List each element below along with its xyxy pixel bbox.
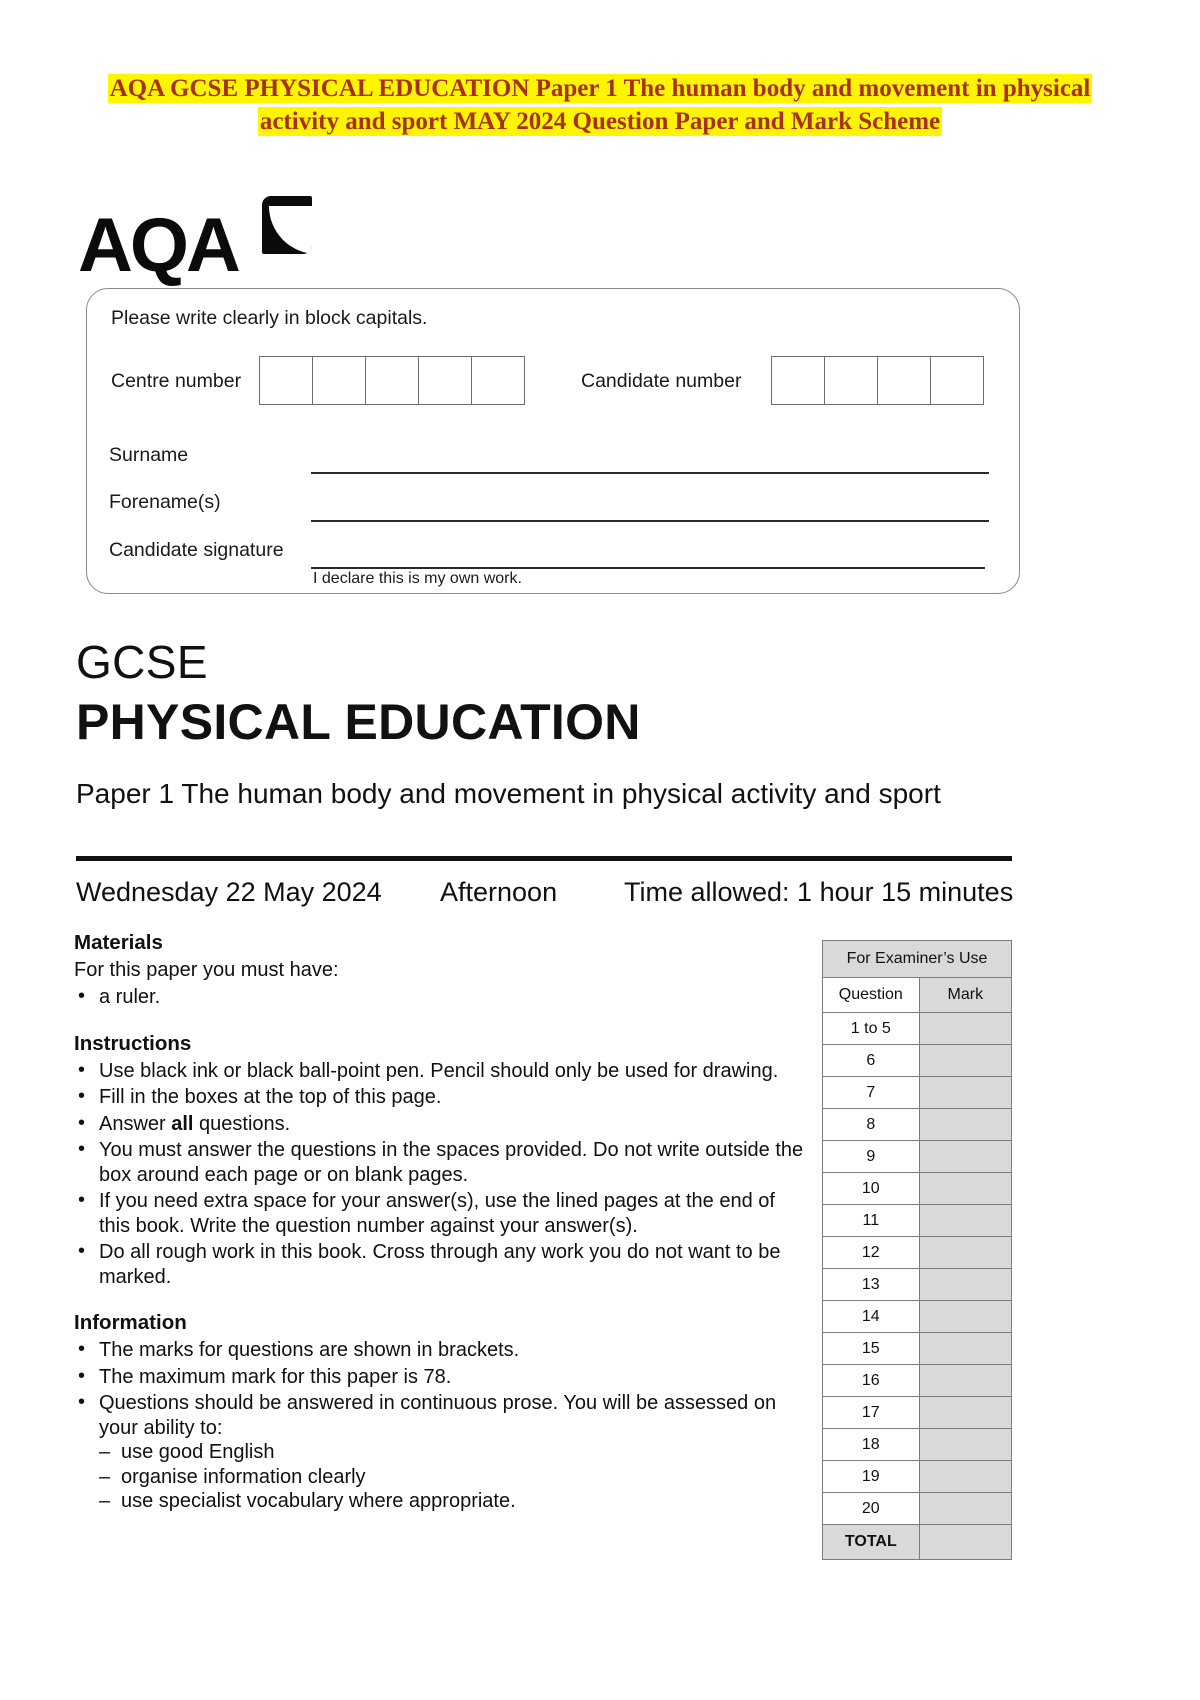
- question-label: 15: [823, 1333, 920, 1365]
- question-label: 7: [823, 1077, 920, 1109]
- list-item: • Fill in the boxes at the top of this page.: [74, 1085, 804, 1110]
- candidate-number-digit-3[interactable]: [878, 356, 931, 405]
- centre-number-input[interactable]: [259, 356, 525, 405]
- examiner-use-table: [822, 940, 1012, 1560]
- mark-cell[interactable]: [919, 1205, 1011, 1237]
- qualification-level: GCSE: [76, 636, 208, 688]
- mark-cell[interactable]: [919, 1045, 1011, 1077]
- answer-all-suffix: questions.: [193, 1112, 291, 1135]
- table-row: [823, 1141, 1012, 1173]
- list-item: • The maximum mark for this paper is 78.: [74, 1365, 804, 1390]
- table-row: [823, 1205, 1012, 1237]
- materials-intro: For this paper you must have:: [74, 959, 339, 981]
- forename-input[interactable]: [311, 520, 989, 522]
- centre-number-digit-1[interactable]: [260, 356, 313, 405]
- table-row: [823, 1333, 1012, 1365]
- mark-cell[interactable]: [919, 1397, 1011, 1429]
- assessment-criteria-list: [99, 1440, 804, 1514]
- information-heading: Information: [74, 1311, 187, 1334]
- mark-cell[interactable]: [919, 1013, 1011, 1045]
- mark-cell[interactable]: [919, 1109, 1011, 1141]
- mark-cell[interactable]: [919, 1077, 1011, 1109]
- table-row: [823, 1461, 1012, 1493]
- question-label: 19: [823, 1461, 920, 1493]
- exam-date: Wednesday 22 May 2024: [76, 877, 382, 907]
- centre-number-digit-4[interactable]: [419, 356, 472, 405]
- candidate-details-box: [86, 288, 1020, 594]
- table-row: [823, 1493, 1012, 1525]
- question-label: 13: [823, 1269, 920, 1301]
- centre-number-digit-3[interactable]: [366, 356, 419, 405]
- table-row: [823, 1365, 1012, 1397]
- surname-label: Surname: [109, 444, 189, 466]
- materials-heading: Materials: [74, 931, 163, 954]
- candidate-number-digit-4[interactable]: [931, 356, 984, 405]
- instructions-list: [74, 1059, 804, 1290]
- table-row: [823, 1429, 1012, 1461]
- question-label: 20: [823, 1493, 920, 1525]
- total-mark-cell[interactable]: [919, 1525, 1011, 1560]
- mark-cell[interactable]: [919, 1493, 1011, 1525]
- question-label: 6: [823, 1045, 920, 1077]
- answer-all-prefix: Answer: [99, 1112, 172, 1135]
- question-label: 12: [823, 1237, 920, 1269]
- qualification-subject: PHYSICAL EDUCATION: [76, 694, 641, 750]
- mark-cell[interactable]: [919, 1333, 1011, 1365]
- aqa-wordmark: AQA: [78, 203, 238, 288]
- table-row: [823, 978, 1012, 1013]
- list-item: • Use black ink or black ball-point pen. Pencil should only be used for drawing.: [74, 1059, 804, 1084]
- centre-number-label: Centre number: [111, 370, 242, 392]
- mark-cell[interactable]: [919, 1365, 1011, 1397]
- question-label: 1 to 5: [823, 1013, 920, 1045]
- mark-cell[interactable]: [919, 1269, 1011, 1301]
- centre-number-digit-2[interactable]: [313, 356, 366, 405]
- table-row: [823, 1525, 1012, 1560]
- exam-session: Afternoon: [440, 877, 558, 907]
- question-label: 9: [823, 1141, 920, 1173]
- list-item: • a ruler.: [74, 985, 804, 1010]
- table-row: [823, 1173, 1012, 1205]
- candidate-number-label: Candidate number: [581, 370, 742, 392]
- table-row: [823, 1237, 1012, 1269]
- materials-list: [74, 985, 804, 1010]
- mark-cell[interactable]: [919, 1173, 1011, 1205]
- question-label: 10: [823, 1173, 920, 1205]
- mark-cell[interactable]: [919, 1429, 1011, 1461]
- answer-all-bold: all: [171, 1112, 194, 1135]
- question-label: 17: [823, 1397, 920, 1429]
- aqa-logo: [78, 192, 328, 288]
- table-row: [823, 1109, 1012, 1141]
- heading-divider: [76, 856, 1012, 861]
- question-label: 18: [823, 1429, 920, 1461]
- surname-input[interactable]: [311, 472, 989, 474]
- table-row: [823, 1397, 1012, 1429]
- candidate-signature-input[interactable]: [311, 567, 985, 569]
- mark-cell[interactable]: [919, 1301, 1011, 1333]
- assessment-intro: Questions should be answered in continuous prose. You will be assessed on your ability to:: [99, 1392, 777, 1439]
- list-item: – use good English: [99, 1440, 804, 1465]
- list-item: [74, 1391, 804, 1514]
- list-item: – organise information clearly: [99, 1465, 804, 1490]
- block-capitals-instruction: Please write clearly in block capitals.: [111, 307, 428, 329]
- page-title-line-1: AQA GCSE PHYSICAL EDUCATION Paper 1 The human body and movement in physical: [109, 75, 1091, 102]
- candidate-signature-label: Candidate signature: [109, 539, 284, 561]
- table-row: [823, 1013, 1012, 1045]
- exam-front-page-notes: [74, 930, 804, 1516]
- forename-label: Forename(s): [109, 491, 221, 513]
- column-header-mark: Mark: [919, 978, 1011, 1013]
- information-list: [74, 1338, 804, 1514]
- candidate-number-input[interactable]: [771, 356, 984, 405]
- table-row: [823, 1077, 1012, 1109]
- question-label: 8: [823, 1109, 920, 1141]
- instructions-heading: Instructions: [74, 1031, 192, 1055]
- mark-cell[interactable]: [919, 1461, 1011, 1493]
- column-header-question: Question: [823, 978, 920, 1013]
- mark-cell[interactable]: [919, 1141, 1011, 1173]
- list-item: • Do all rough work in this book. Cross through any work you do not want to be marked.: [74, 1240, 804, 1289]
- list-item: • The marks for questions are shown in brackets.: [74, 1338, 804, 1363]
- qualification-paper: Paper 1 The human body and movement in physical activity and sport: [76, 778, 941, 809]
- table-row: [823, 1045, 1012, 1077]
- examiner-table-title: For Examiner’s Use: [823, 941, 1012, 978]
- mark-cell[interactable]: [919, 1237, 1011, 1269]
- page-title: [0, 72, 1200, 138]
- declaration-text: I declare this is my own work.: [313, 570, 522, 587]
- table-row: [823, 1269, 1012, 1301]
- candidate-number-digit-2[interactable]: [825, 356, 878, 405]
- list-item: [74, 1112, 804, 1137]
- total-label: TOTAL: [823, 1525, 920, 1560]
- question-label: 16: [823, 1365, 920, 1397]
- candidate-number-digit-1[interactable]: [772, 356, 825, 405]
- table-row: [823, 941, 1012, 978]
- table-row: [823, 1301, 1012, 1333]
- exam-time-allowed: Time allowed: 1 hour 15 minutes: [624, 877, 1014, 907]
- page-title-line-2: activity and sport MAY 2024 Question Paper and Mark Scheme: [259, 108, 941, 135]
- list-item: • If you need extra space for your answer(s), use the lined pages at the end of this book. Write the question number against your answer(s).: [74, 1189, 804, 1238]
- aqa-leaf-icon: [262, 196, 312, 254]
- list-item: • You must answer the questions in the spaces provided. Do not write outside the box around each page or on blank pages.: [74, 1138, 804, 1187]
- question-label: 14: [823, 1301, 920, 1333]
- list-item: – use specialist vocabulary where appropriate.: [99, 1489, 804, 1514]
- centre-number-digit-5[interactable]: [472, 356, 525, 405]
- question-label: 11: [823, 1205, 920, 1237]
